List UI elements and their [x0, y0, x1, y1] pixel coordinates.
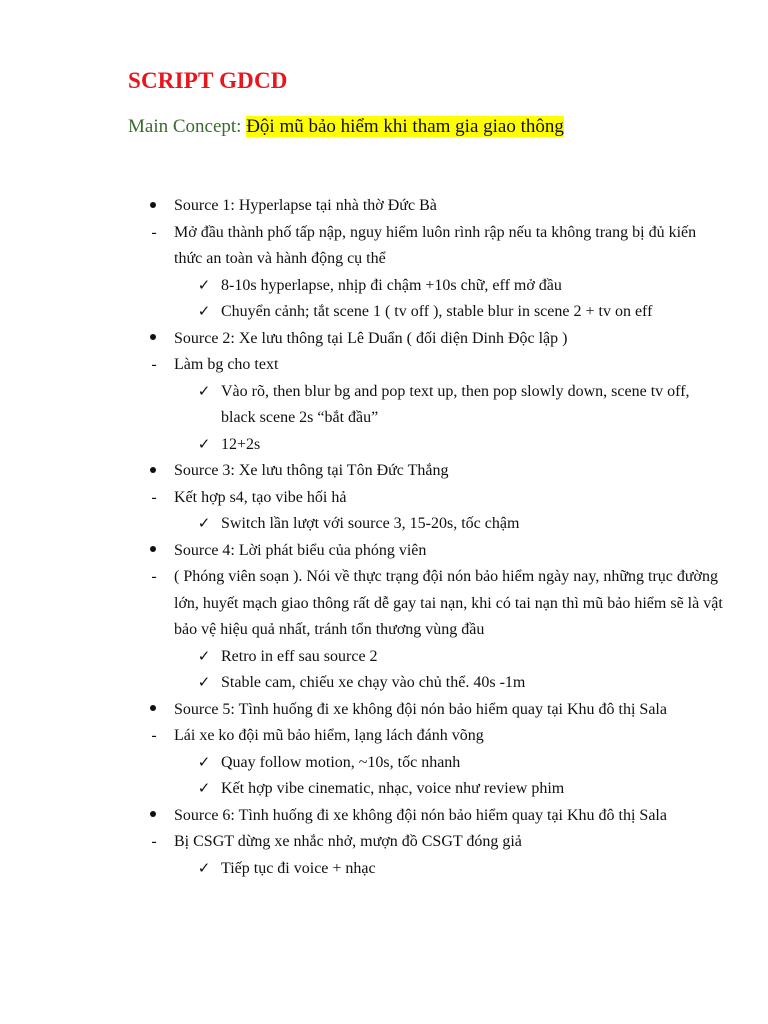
checkmark-icon: ✓	[197, 675, 211, 691]
checkmark-icon: ✓	[197, 516, 211, 532]
item-text: Lái xe ko đội mũ bảo hiểm, lạng lách đánh võng	[174, 727, 484, 744]
note-item	[0, 776, 768, 803]
bullet-icon	[143, 538, 163, 565]
dash-icon: -	[151, 568, 157, 585]
description-item	[0, 723, 768, 750]
checkmark-icon: ✓	[197, 754, 211, 771]
source-item	[0, 326, 768, 353]
item-text: Mở đầu thành phố tấp nập, nguy hiểm luôn rình rập nếu ta không trang bị đủ kiến thức an toàn và hành động cụ thể	[174, 223, 697, 267]
item-text: Stable cam, chiếu xe chạy vào chủ thể. 40s -1m	[221, 674, 526, 691]
checkmark-icon: ✓	[197, 648, 211, 665]
item-text: Source 2: Xe lưu thông tại Lê Duẩn ( đối diện Dinh Độc lập )	[174, 329, 568, 347]
bullet-icon	[143, 193, 163, 220]
item-text: Source 6: Tình huống đi xe không đội nón bảo hiểm quay tại Khu đô thị Sala	[174, 806, 667, 824]
description-item	[0, 829, 768, 856]
description-item	[0, 220, 768, 273]
source-item	[0, 538, 768, 565]
item-text: Quay follow motion, ~10s, tốc nhanh	[221, 753, 461, 771]
dash-icon: -	[151, 727, 157, 744]
main-concept-line	[128, 116, 564, 138]
description-item	[0, 564, 768, 644]
source-item	[0, 193, 768, 220]
item-text: Retro in eff sau source 2	[221, 647, 378, 665]
note-item	[0, 379, 768, 432]
item-text: Kết hợp vibe cinematic, nhạc, voice như review phim	[221, 780, 565, 797]
checkmark-icon: ✓	[197, 383, 211, 400]
item-text: Source 3: Xe lưu thông tại Tôn Đức Thắng	[174, 462, 449, 479]
document-title: SCRIPT GDCD	[128, 68, 288, 93]
checkmark-icon: ✓	[197, 304, 211, 320]
item-text: Source 5: Tình huống đi xe không đội nón bảo hiểm quay tại Khu đô thị Sala	[174, 700, 667, 718]
source-item	[0, 458, 768, 485]
bullet-icon	[143, 803, 163, 830]
dash-icon: -	[151, 833, 157, 850]
note-item	[0, 273, 768, 300]
note-item	[0, 644, 768, 671]
checkmark-icon: ✓	[197, 436, 211, 453]
note-item	[0, 750, 768, 777]
bullet-icon	[143, 458, 163, 485]
dash-icon: -	[151, 356, 157, 373]
source-item	[0, 697, 768, 724]
item-text: Làm bg cho text	[174, 356, 279, 373]
item-text: ( Phóng viên soạn ). Nói về thực trạng đội nón bảo hiểm ngày nay, những trục đường lớn, huyết mạch giao thông rất dễ gay tai nạn, khi có tai nạn thì mũ bảo hiểm sẽ là vật bảo vệ hiệu quả nhất, tránh tổn thương vùng đầu	[174, 568, 723, 638]
note-item	[0, 856, 768, 883]
item-text: Bị CSGT dừng xe nhắc nhở, mượn đồ CSGT đóng giả	[174, 833, 522, 850]
source-item	[0, 803, 768, 830]
script-outline	[0, 193, 768, 882]
main-concept-label: Main Concept:	[128, 116, 247, 137]
note-item	[0, 670, 768, 697]
item-text: Source 4: Lời phát biểu của phóng viên	[174, 541, 427, 559]
item-text: Chuyển cảnh; tắt scene 1 ( tv off ), stable blur in scene 2 + tv on eff	[221, 303, 653, 320]
item-text: Switch lần lượt với source 3, 15-20s, tốc chậm	[221, 515, 520, 532]
note-item	[0, 432, 768, 459]
item-text: 12+2s	[221, 435, 261, 453]
note-item	[0, 299, 768, 326]
checkmark-icon: ✓	[197, 781, 211, 797]
dash-icon: -	[151, 488, 157, 506]
description-item	[0, 485, 768, 512]
bullet-icon	[143, 697, 163, 724]
item-text: Source 1: Hyperlapse tại nhà thờ Đức Bà	[174, 197, 437, 214]
bullet-icon	[143, 326, 163, 353]
dash-icon: -	[151, 223, 157, 241]
checkmark-icon: ✓	[197, 860, 211, 877]
main-concept-value: Đội mũ bảo hiểm khi tham gia giao thông	[246, 116, 564, 137]
item-text: Tiếp tục đi voice + nhạc	[221, 859, 376, 877]
checkmark-icon: ✓	[197, 277, 211, 294]
item-text: Kết hợp s4, tạo vibe hối hả	[174, 488, 347, 506]
description-item	[0, 352, 768, 379]
item-text: 8-10s hyperlapse, nhịp đi chậm +10s chữ, eff mở đầu	[221, 276, 562, 294]
note-item	[0, 511, 768, 538]
item-text: Vào rõ, then blur bg and pop text up, then pop slowly down, scene tv off, black scene 2s “bắt đầu”	[221, 382, 690, 426]
